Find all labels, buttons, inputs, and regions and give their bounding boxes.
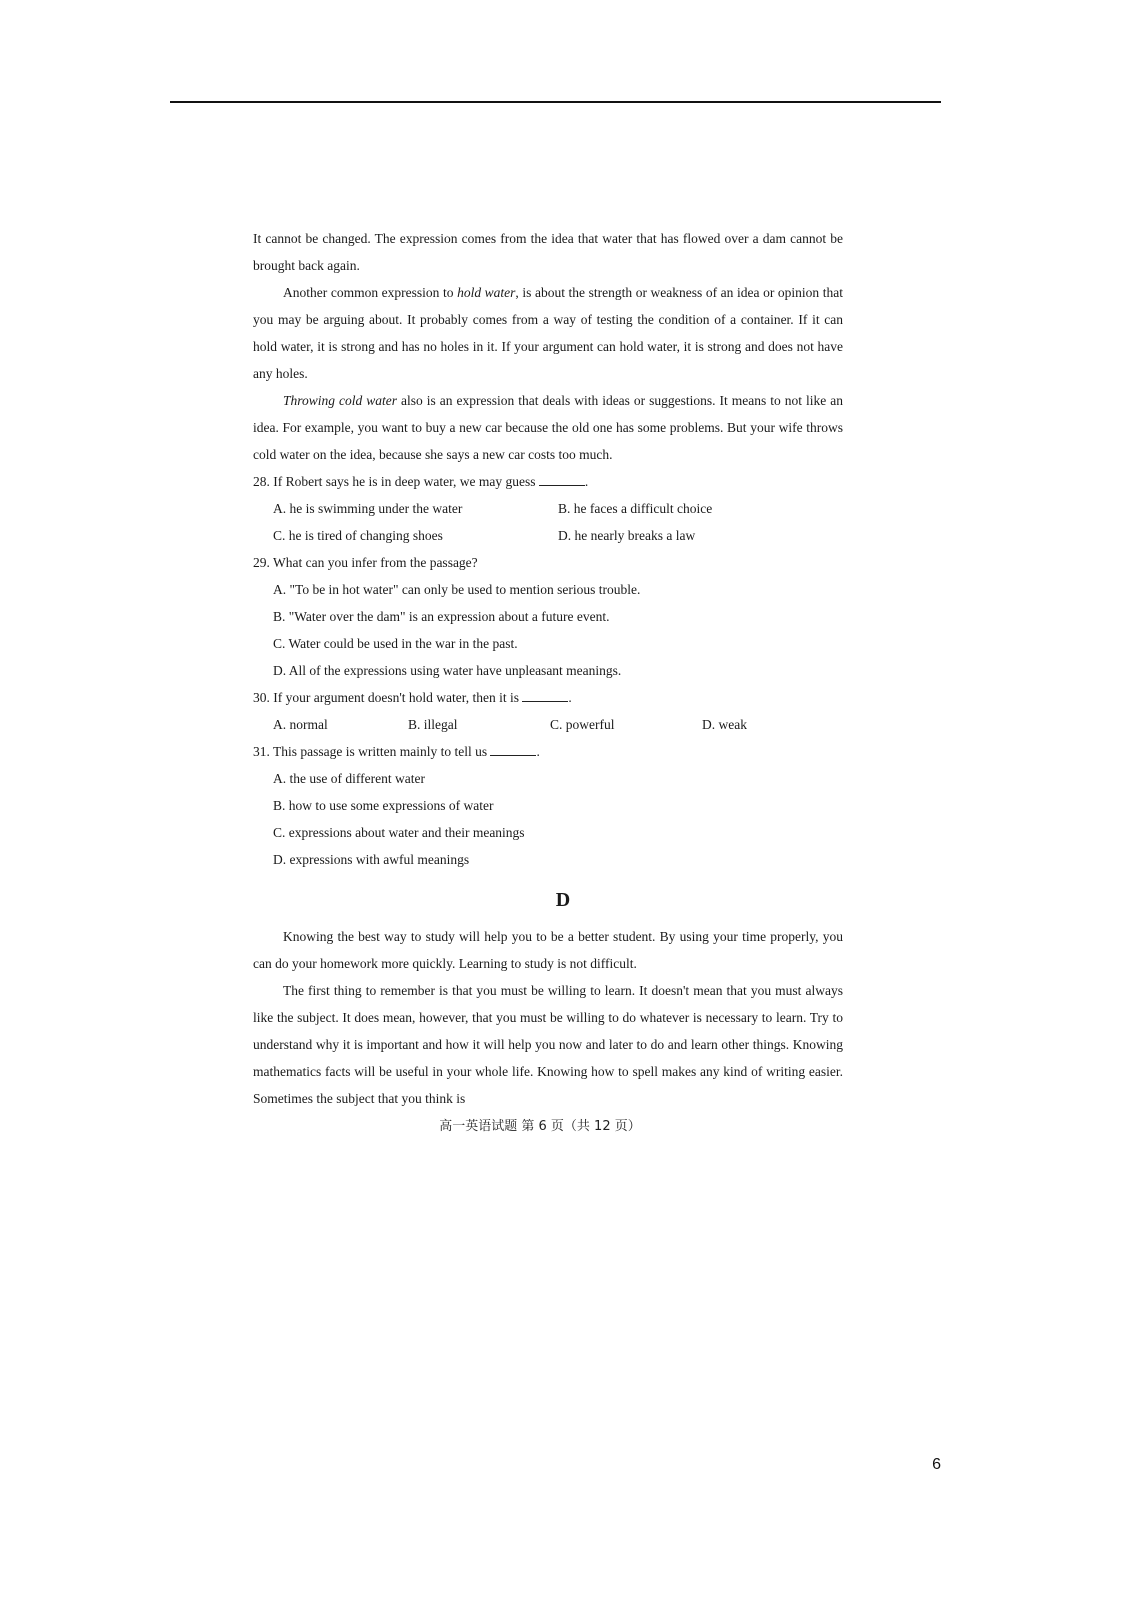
- question-28-options-row-2: [273, 522, 843, 549]
- question-29-stem: 29. What can you infer from the passage?: [253, 555, 478, 570]
- answer-blank: [522, 689, 568, 702]
- p3-text: also is an expression that deals with ideas or suggestions. It means to not like an idea. For example, you want to buy a new car because the old one has some problems. But your wife throws cold water on the idea, because she says a new car costs too much.: [253, 393, 843, 462]
- question-28-option-c[interactable]: C. he is tired of changing shoes: [273, 528, 443, 543]
- page-footer: 高一英语试题 第 6 页（共 12 页）: [439, 1119, 641, 1134]
- question-31-option-b[interactable]: B. how to use some expressions of water: [273, 798, 494, 813]
- question-30-option-b[interactable]: B. illegal: [408, 717, 458, 732]
- section-d-paragraph-2: The first thing to remember is that you must be willing to learn. It doesn't mean that you must always like the subject. It does mean, however, that you must be willing to do whatever is necessary to learn. Try to understand why it is important and how it will help you now and later to do and learn other things. Knowing mathematics facts will be useful in your whole life. Knowing how to spell makes any kind of writing easier. Sometimes the subject that you think is: [253, 983, 843, 1106]
- answer-blank: [490, 743, 536, 756]
- question-31-option-c[interactable]: C. expressions about water and their meanings: [273, 825, 525, 840]
- question-30-option-d[interactable]: D. weak: [702, 717, 747, 732]
- question-30-stem: 30. If your argument doesn't hold water, then it is: [253, 690, 519, 705]
- question-29-option-a[interactable]: A. "To be in hot water" can only be used to mention serious trouble.: [273, 582, 641, 597]
- p3-expression: Throwing cold water: [283, 393, 398, 408]
- question-30-option-a[interactable]: A. normal: [273, 717, 328, 732]
- question-28-option-b[interactable]: B. he faces a difficult choice: [558, 501, 713, 516]
- question-28: 28. If Robert says he is in deep water, we may guess .: [253, 474, 589, 489]
- p2-text-a: Another common expression: [283, 285, 443, 300]
- p2-text-c: , is about the strength or weakness of an idea or opinion that you may be arguing about. It probably comes from a way of testing the condition of a container. If it can hold water, it is strong and has no holes in it. If your argument can hold water, it is strong and does not have any holes.: [253, 285, 843, 381]
- question-31-option-d[interactable]: D. expressions with awful meanings: [273, 852, 470, 867]
- question-30: 30. If your argument doesn't hold water, then it is .: [253, 690, 572, 705]
- question-30-options: [273, 711, 843, 738]
- question-28-option-d[interactable]: D. he nearly breaks a law: [558, 528, 696, 543]
- question-31-option-a[interactable]: A. the use of different water: [273, 771, 425, 786]
- question-29-option-c[interactable]: C. Water could be used in the war in the past.: [273, 636, 518, 651]
- exam-content: [253, 225, 843, 1112]
- header-rule: [170, 101, 941, 103]
- passage-c-paragraph-3: [253, 387, 843, 468]
- question-28-options-row-1: [273, 495, 843, 522]
- question-31-stem: 31. This passage is written mainly to tell us: [253, 744, 488, 759]
- section-d-title: D: [555, 889, 571, 911]
- answer-blank: [539, 473, 585, 486]
- passage-c-paragraph-1: It cannot be changed. The expression comes from the idea that water that has flowed over a dam cannot be brought back again.: [253, 231, 843, 273]
- question-31: 31. This passage is written mainly to tell us .: [253, 744, 540, 759]
- page-number: 6: [932, 1456, 941, 1473]
- question-28-stem: 28. If Robert says he is in deep water, we may guess: [253, 474, 536, 489]
- p2-text-b: to: [442, 285, 458, 300]
- section-d-paragraph-1: Knowing the best way to study will help you to be a better student. By using your time properly, you can do your homework more quickly. Learning to study is not difficult.: [253, 929, 843, 971]
- question-29-option-d[interactable]: D. All of the expressions using water have unpleasant meanings.: [273, 663, 622, 678]
- question-30-option-c[interactable]: C. powerful: [550, 717, 615, 732]
- question-28-option-a[interactable]: A. he is swimming under the water: [273, 501, 463, 516]
- p2-expression: hold water: [457, 285, 516, 300]
- question-29-option-b[interactable]: B. "Water over the dam" is an expression about a future event.: [273, 609, 610, 624]
- passage-c-paragraph-2: [253, 279, 843, 387]
